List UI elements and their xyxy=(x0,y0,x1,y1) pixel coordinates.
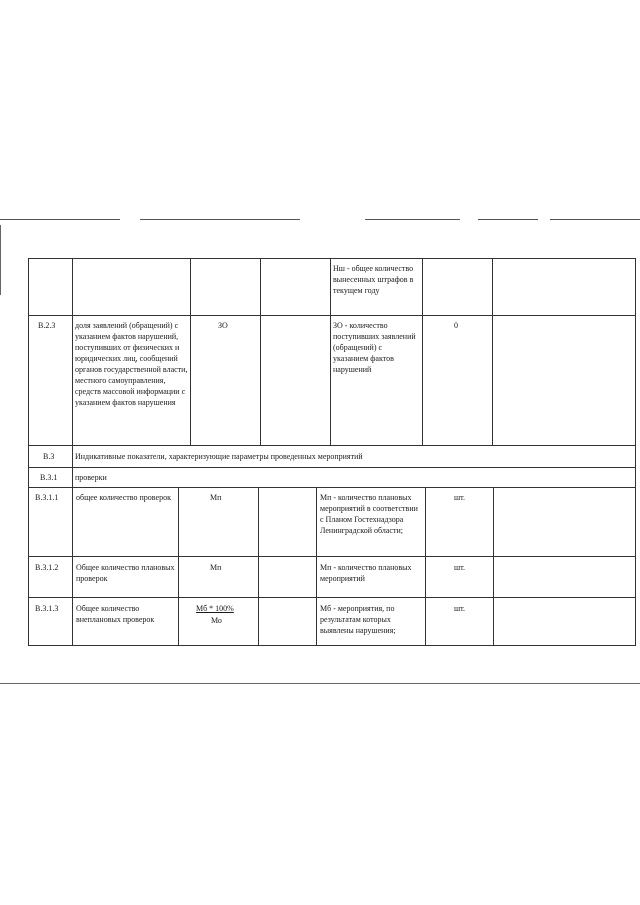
r3-name: Индикативные показатели, характеризующие параметры проведенных мероприятий xyxy=(75,452,363,461)
r5-formula: Мп xyxy=(210,493,222,502)
table-border-top xyxy=(28,258,636,259)
row-divider-2 xyxy=(28,445,636,446)
r3-code: В.3 xyxy=(43,452,55,461)
r2-description: ЗО - количество поступивших заявлений (обращений) с указанием фактов нарушений xyxy=(333,321,416,374)
col-divider-d3 xyxy=(316,487,317,645)
col-divider-d1 xyxy=(330,258,331,445)
r7-formula-denominator: Мо xyxy=(211,616,222,625)
col-divider-a1 xyxy=(72,258,73,445)
table-border-bottom xyxy=(28,645,636,646)
r5-code: В.3.1.1 xyxy=(35,493,59,502)
col-divider-a3 xyxy=(72,487,73,645)
scan-line-top-2 xyxy=(140,219,300,220)
col-divider-c3 xyxy=(258,487,259,645)
row-divider-4 xyxy=(28,487,636,488)
r4-name: проверки xyxy=(75,473,107,482)
r7-code: В.3.1.3 xyxy=(35,604,59,613)
scan-line-top-4 xyxy=(478,219,538,220)
r7-unit: шт. xyxy=(454,604,466,613)
r6-unit: шт. xyxy=(454,563,466,572)
r4-code: В.3.1 xyxy=(40,473,58,482)
r6-formula: Мп xyxy=(210,563,222,572)
col-divider-e3 xyxy=(425,487,426,645)
table-border-right xyxy=(635,258,636,645)
scan-line-bottom xyxy=(0,683,640,684)
row-divider-1 xyxy=(28,315,636,316)
r2-name: доля заявлений (обращений) с указанием фактов нарушений, поступивших от физических и юридических лиц, сообщений органов государственной власти, местного самоуправления, средств массовой информации с указанием фактов нарушения xyxy=(75,321,188,407)
r6-description: Мп - количество плановых мероприятий xyxy=(320,563,412,583)
col-divider-f1 xyxy=(492,258,493,445)
r1-description: Нш - общее количество вынесенных штрафов в текущем году xyxy=(333,264,414,295)
r5-description: Мп - количество плановых мероприятий в соответствии с Планом Гостехнадзора Ленинградской области; xyxy=(320,493,418,535)
r2-value: 0 xyxy=(454,321,458,330)
r5-name: общее количество проверок xyxy=(76,493,171,502)
r7-description: Мб - мероприятия, по результатам которых выявлены нарушения; xyxy=(320,604,396,635)
row-divider-3 xyxy=(28,467,636,468)
r2-formula: ЗО xyxy=(218,321,228,330)
scan-edge-left xyxy=(0,225,1,295)
col-divider-e1 xyxy=(422,258,423,445)
r5-unit: шт. xyxy=(454,493,466,502)
r2-code: В.2.3 xyxy=(38,321,56,330)
col-divider-b3 xyxy=(178,487,179,645)
table-border-left xyxy=(28,258,29,645)
scan-line-top-1 xyxy=(0,219,120,220)
r7-name: Общее количество внеплановых проверок xyxy=(76,604,155,624)
r7-formula-numerator: Мб * 100% xyxy=(196,604,234,613)
r6-name: Общее количество плановых проверок xyxy=(76,563,175,583)
r6-code: В.3.1.2 xyxy=(35,563,59,572)
col-divider-c1 xyxy=(260,258,261,445)
col-divider-b1 xyxy=(190,258,191,445)
row-divider-6 xyxy=(28,597,636,598)
scan-line-top-3 xyxy=(365,219,460,220)
col-divider-a2 xyxy=(72,445,73,487)
row-divider-5 xyxy=(28,556,636,557)
col-divider-f3 xyxy=(493,487,494,645)
scan-line-top-5 xyxy=(550,219,640,220)
